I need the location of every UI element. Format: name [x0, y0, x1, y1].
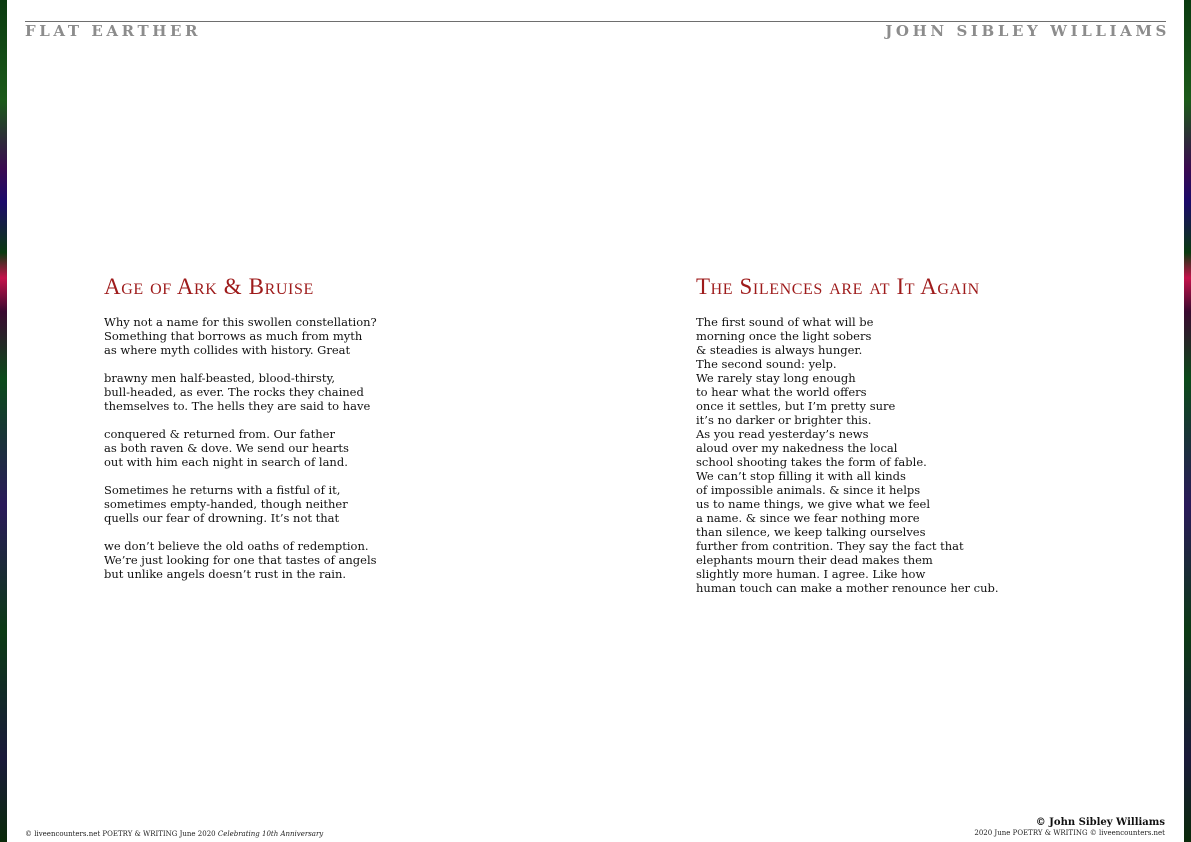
stanza: [104, 539, 584, 581]
poem-line: school shooting takes the form of fable.: [696, 455, 927, 469]
poem-age-of-ark: [104, 274, 584, 595]
footer-right: [974, 816, 1165, 838]
poem-line: themselves to. The hells they are said to have: [104, 399, 371, 413]
poem-line: slightly more human. I agree. Like how: [696, 567, 926, 581]
poem-line: The second sound: yelp.: [696, 357, 837, 371]
page-spread: [7, 0, 1184, 842]
poem-line: Sometimes he returns with a fistful of it,: [104, 483, 341, 497]
poem-title: The Silences are at It Again: [696, 274, 980, 299]
poem-line: human touch can make a mother renounce her cub.: [696, 581, 999, 595]
poem-line: than silence, we keep talking ourselves: [696, 525, 926, 539]
poem-line: morning once the light sobers: [696, 329, 872, 343]
running-header-left: FLAT EARTHER: [25, 22, 202, 40]
poem-line: as both raven & dove. We send our hearts: [104, 441, 349, 455]
poem-line: us to name things, we give what we feel: [696, 497, 931, 511]
poem-line: of impossible animals. & since it helps: [696, 483, 921, 497]
poem-line: we don’t believe the old oaths of redemption.: [104, 539, 369, 553]
stanza: [696, 315, 1166, 595]
right-decorative-edge: [1184, 0, 1191, 842]
footer-left: [25, 830, 323, 838]
poem-line: further from contrition. They say the fact that: [696, 539, 964, 553]
poem-line: but unlike angels doesn’t rust in the rain.: [104, 567, 347, 581]
poem-line: The first sound of what will be: [696, 315, 874, 329]
stanza: [104, 315, 584, 357]
poem-line: out with him each night in search of land.: [104, 455, 348, 469]
poem-line: to hear what the world offers: [696, 385, 867, 399]
poem-line: quells our fear of drowning. It’s not that: [104, 511, 340, 525]
poem-line: Why not a name for this swollen constellation?: [104, 315, 377, 329]
poem-line: We rarely stay long enough: [696, 371, 856, 385]
poem-line: & steadies is always hunger.: [696, 343, 863, 357]
poem-line: We can’t stop filling it with all kinds: [696, 469, 906, 483]
footer-right-text: 2020 June POETRY & WRITING © liveencounters.net: [974, 829, 1165, 837]
stanza: [104, 483, 584, 525]
poem-line: a name. & since we fear nothing more: [696, 511, 920, 525]
poem-line: bull-headed, as ever. The rocks they chained: [104, 385, 364, 399]
poem-line: Something that borrows as much from myth: [104, 329, 363, 343]
poem-title: Age of Ark & Bruise: [104, 274, 314, 299]
author-copyright: © John Sibley Williams: [1035, 817, 1165, 828]
poem-line: sometimes empty-handed, though neither: [104, 497, 348, 511]
poem-line: aloud over my nakedness the local: [696, 441, 898, 455]
poem-line: As you read yesterday’s news: [696, 427, 869, 441]
footer-left-italic: Celebrating 10th Anniversary: [217, 830, 324, 838]
poem-line: as where myth collides with history. Great: [104, 343, 351, 357]
stanza: [104, 427, 584, 469]
poem-line: once it settles, but I’m pretty sure: [696, 399, 896, 413]
left-decorative-edge: [0, 0, 7, 842]
stanza: [104, 371, 584, 413]
poem-line: brawny men half-beasted, blood-thirsty,: [104, 371, 336, 385]
poem-line: it’s no darker or brighter this.: [696, 413, 872, 427]
poem-line: elephants mourn their dead makes them: [696, 553, 933, 567]
poem-line: conquered & returned from. Our father: [104, 427, 335, 441]
poem-silences: [696, 274, 1166, 609]
running-header-right: JOHN SIBLEY WILLIAMS: [885, 22, 1170, 40]
poem-line: We’re just looking for one that tastes of angels: [104, 553, 377, 567]
footer-left-text: © liveencounters.net POETRY & WRITING June 2020: [25, 830, 216, 838]
